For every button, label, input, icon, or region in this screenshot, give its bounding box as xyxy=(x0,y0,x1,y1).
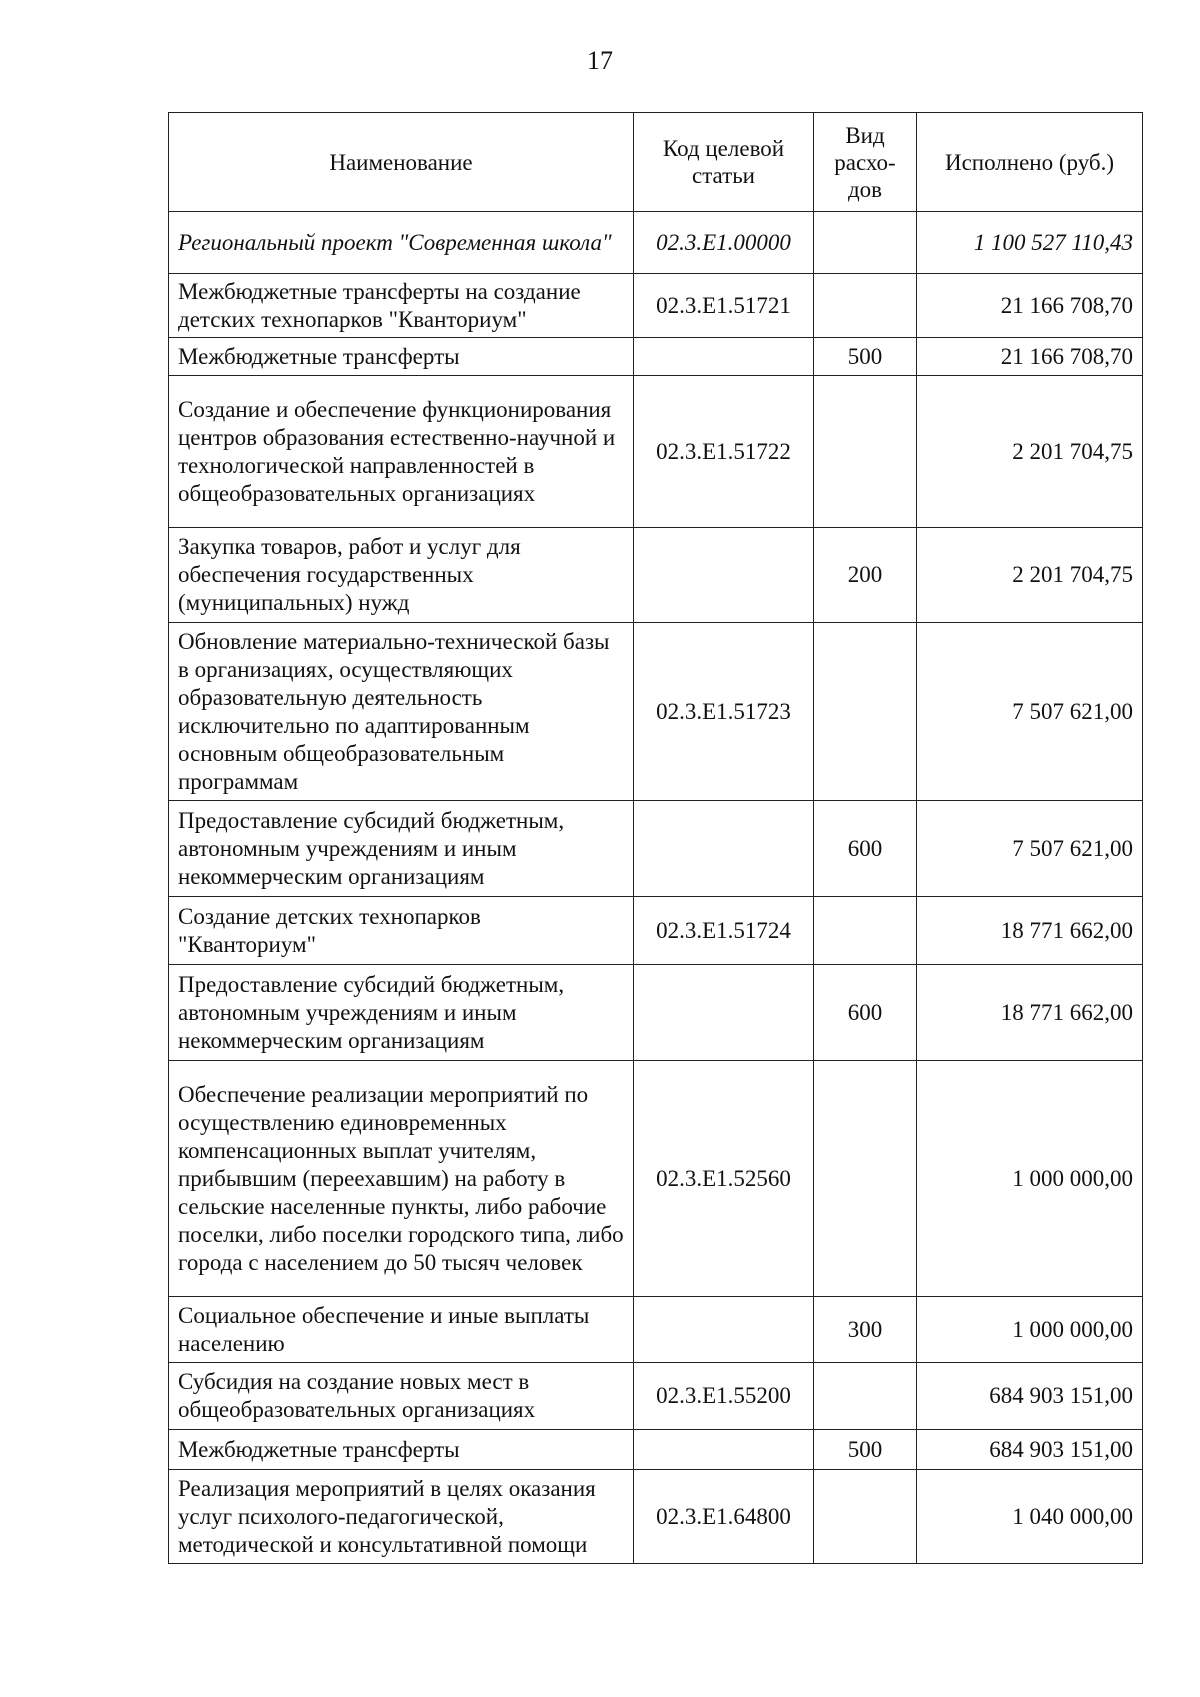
header-code: Код целевой статьи xyxy=(634,113,814,212)
row-name: Обеспечение реализации мероприятий по осуществлению единовременных компенсационных выплат учителям, прибывшим (переехавшим) на работу в сельские населенные пункты, либо рабочие поселки, либо поселки городского типа, либо города с населением до 50 тысяч человек xyxy=(169,1061,634,1297)
row-amount: 684 903 151,00 xyxy=(917,1363,1143,1430)
row-amount: 18 771 662,00 xyxy=(917,897,1143,965)
row-kind: 500 xyxy=(814,1430,917,1470)
row-code xyxy=(634,528,814,623)
row-code: 02.3.Е1.55200 xyxy=(634,1363,814,1430)
row-name: Создание детских технопарков "Кванториум" xyxy=(169,897,634,965)
row-kind: 300 xyxy=(814,1297,917,1363)
row-code: 02.3.Е1.52560 xyxy=(634,1061,814,1297)
row-code xyxy=(634,338,814,376)
row-kind xyxy=(814,1061,917,1297)
row-name: Обновление материально-технической базы в организациях, осуществляющих образовательную деятельность исключительно по адаптированным основным общеобразовательным программам xyxy=(169,623,634,801)
table-row xyxy=(169,528,1143,623)
table-row xyxy=(169,1470,1143,1564)
row-name: Закупка товаров, работ и услуг для обеспечения государственных (муниципальных) нужд xyxy=(169,528,634,623)
row-name: Предоставление субсидий бюджетным, автономным учреждениям и иным некоммерческим организациям xyxy=(169,965,634,1061)
row-name: Межбюджетные трансферты xyxy=(169,1430,634,1470)
row-code: 02.3.Е1.51724 xyxy=(634,897,814,965)
row-amount: 2 201 704,75 xyxy=(917,376,1143,528)
row-kind xyxy=(814,274,917,338)
row-name: Социальное обеспечение и иные выплаты населению xyxy=(169,1297,634,1363)
row-code xyxy=(634,1297,814,1363)
table-row xyxy=(169,212,1143,274)
row-name: Региональный проект "Современная школа" xyxy=(169,212,634,274)
row-name: Создание и обеспечение функционирования центров образования естественно-научной и технологической направленностей в общеобразовательных организациях xyxy=(169,376,634,528)
table-row xyxy=(169,338,1143,376)
row-amount: 1 100 527 110,43 xyxy=(917,212,1143,274)
row-kind: 500 xyxy=(814,338,917,376)
table-row xyxy=(169,376,1143,528)
row-name: Межбюджетные трансферты xyxy=(169,338,634,376)
table-row xyxy=(169,965,1143,1061)
row-code: 02.3.Е1.51721 xyxy=(634,274,814,338)
header-name: Наименование xyxy=(169,113,634,212)
row-kind xyxy=(814,1470,917,1564)
row-code: 02.3.Е1.51722 xyxy=(634,376,814,528)
header-amount: Исполнено (руб.) xyxy=(917,113,1143,212)
row-kind: 200 xyxy=(814,528,917,623)
row-amount: 7 507 621,00 xyxy=(917,801,1143,897)
row-amount: 2 201 704,75 xyxy=(917,528,1143,623)
row-kind xyxy=(814,623,917,801)
row-amount: 1 000 000,00 xyxy=(917,1061,1143,1297)
row-code xyxy=(634,965,814,1061)
row-kind: 600 xyxy=(814,965,917,1061)
row-code: 02.3.Е1.00000 xyxy=(634,212,814,274)
row-kind: 600 xyxy=(814,801,917,897)
budget-execution-table xyxy=(168,112,1143,1564)
row-kind xyxy=(814,1363,917,1430)
row-kind xyxy=(814,212,917,274)
row-code: 02.3.Е1.51723 xyxy=(634,623,814,801)
header-kind: Вид расхо-дов xyxy=(814,113,917,212)
page-number: 17 xyxy=(587,46,613,75)
row-amount: 1 040 000,00 xyxy=(917,1470,1143,1564)
row-code xyxy=(634,1430,814,1470)
row-amount: 684 903 151,00 xyxy=(917,1430,1143,1470)
table-row xyxy=(169,801,1143,897)
table-row xyxy=(169,1430,1143,1470)
table-header-row xyxy=(169,113,1143,212)
row-amount: 1 000 000,00 xyxy=(917,1297,1143,1363)
row-amount: 18 771 662,00 xyxy=(917,965,1143,1061)
table-row xyxy=(169,897,1143,965)
row-code: 02.3.Е1.64800 xyxy=(634,1470,814,1564)
row-amount: 21 166 708,70 xyxy=(917,338,1143,376)
table-row xyxy=(169,623,1143,801)
row-name: Предоставление субсидий бюджетным, автономным учреждениям и иным некоммерческим организациям xyxy=(169,801,634,897)
row-name: Субсидия на создание новых мест в общеобразовательных организациях xyxy=(169,1363,634,1430)
row-name: Реализация мероприятий в целях оказания услуг психолого-педагогической, методической и консультативной помощи xyxy=(169,1470,634,1564)
table-row xyxy=(169,1061,1143,1297)
table-row xyxy=(169,1297,1143,1363)
row-kind xyxy=(814,897,917,965)
table-row xyxy=(169,274,1143,338)
row-kind xyxy=(814,376,917,528)
row-code xyxy=(634,801,814,897)
row-name: Межбюджетные трансферты на создание детских технопарков "Кванториум" xyxy=(169,274,634,338)
row-amount: 21 166 708,70 xyxy=(917,274,1143,338)
table-row xyxy=(169,1363,1143,1430)
row-amount: 7 507 621,00 xyxy=(917,623,1143,801)
